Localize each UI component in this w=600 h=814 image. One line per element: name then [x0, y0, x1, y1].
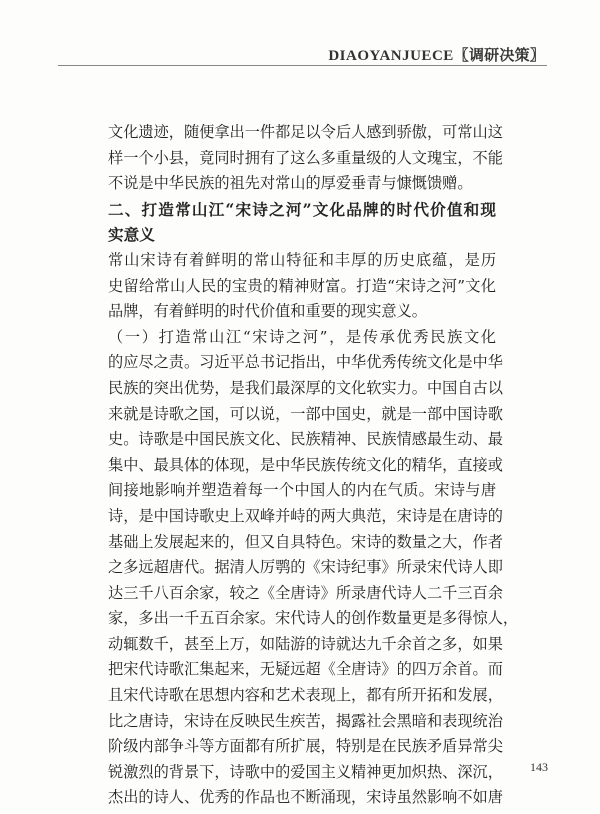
text-line: 来就是诗歌之国，可以说，一部中国史，就是一部中国诗歌 — [108, 404, 503, 423]
text-line: 的应尽之责。习近平总书记指出，中华优秀传统文化是中华 — [108, 353, 503, 372]
text-line: 史留给常山人民的宝贵的精神财富。打造“宋诗之河”文化 — [108, 276, 496, 295]
text-line: 锐激烈的背景下，诗歌中的爱国主义精神更加炽热、深沉， — [108, 762, 503, 781]
bracket-open: 〖 — [453, 48, 469, 64]
text-line: 品牌，有着鲜明的时代价值和重要的现实意义。 — [108, 302, 427, 321]
section-heading — [108, 197, 496, 248]
article-body — [108, 120, 519, 811]
text-line: 间接地影响并塑造着每一个中国人的内在气质。宋诗与唐 — [108, 481, 496, 500]
paragraph — [108, 325, 519, 811]
text-line: 杰出的诗人、优秀的作品也不断涌现，宋诗虽然影响不如唐 — [108, 788, 503, 807]
text-line: 之多远超唐代。据清人厉鹗的《宋诗纪事》所录宋代诗人即 — [108, 558, 503, 577]
running-header — [328, 44, 545, 65]
text-line: 集中、最具体的体现，是中华民族传统文化的精华，直接或 — [108, 455, 503, 474]
text-line: 且宋代诗歌在思想内容和艺术表现上，都有所开拓和发展， — [108, 686, 503, 705]
paragraph — [108, 120, 503, 197]
bracket-close: 〗 — [529, 48, 545, 64]
section-label: DIAOYANJUECE — [328, 48, 454, 64]
text-line: 常山宋诗有着鲜明的常山特征和丰厚的历史底蕴，是历 — [108, 250, 496, 269]
header-rule — [58, 65, 547, 66]
text-line: 把宋代诗歌汇集起来，无疑远超《全唐诗》的四万余首。而 — [108, 660, 503, 679]
text-line: 达三千八百余家，较之《全唐诗》所录唐代诗人二千三百余 — [108, 583, 503, 602]
page-number: 143 — [530, 760, 548, 774]
heading-line: 二、打造常山江“宋诗之河”文化品牌的时代价值和现 — [108, 199, 496, 219]
text-line: 阶级内部争斗等方面都有所扩展，特别是在民族矛盾异常尖 — [108, 737, 503, 756]
paragraph — [108, 248, 496, 325]
text-line: 动辄数千，甚至上万，如陆游的诗就达九千余首之多，如果 — [108, 634, 503, 653]
text-line: （一）打造常山江“宋诗之河”，是传承优秀民族文化 — [108, 327, 496, 346]
text-line: 比之唐诗，宋诗在反映民生疾苦，揭露社会黑暗和表现统治 — [108, 711, 503, 730]
text-line: 诗，是中国诗歌史上双峰并峙的两大典范，宋诗是在唐诗的 — [108, 506, 503, 525]
heading-line: 实意义 — [108, 225, 155, 245]
text-line: 文化遗迹，随便拿出一件都足以令后人感到骄傲，可常山这 — [108, 123, 503, 141]
text-line: 家，多出一千五百余家。宋代诗人的创作数量更是多得惊人， — [108, 609, 519, 628]
text-line: 史。诗歌是中国民族文化、民族精神、民族情感最生动、最 — [108, 430, 503, 449]
text-line: 不说是中华民族的祖先对常山的厚爱垂青与慷慨馈赠。 — [108, 174, 473, 193]
text-line: 样一个小县，竟同时拥有了这么多重量级的人文瑰宝，不能 — [108, 148, 503, 167]
section-title-cn: 调研决策 — [468, 48, 530, 64]
text-line: 民族的突出优势，是我们最深厚的文化软实力。中国自古以 — [108, 378, 503, 397]
text-line: 基础上发展起来的，但又自具特色。宋诗的数量之大，作者 — [108, 532, 503, 551]
